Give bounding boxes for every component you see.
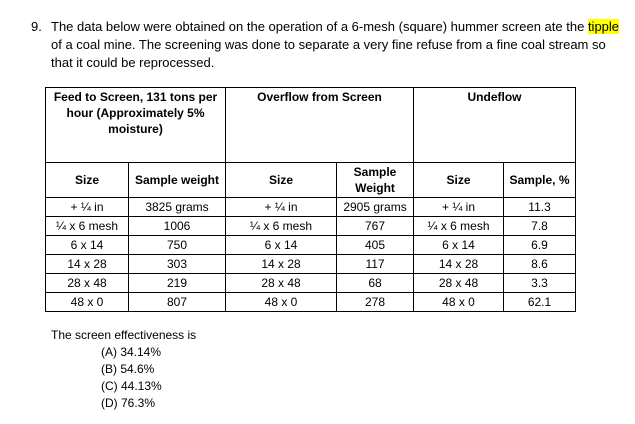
table-cell: 278 [337, 293, 414, 312]
option-d: (D) 76.3% [101, 396, 156, 410]
question-text [51, 18, 621, 72]
question-text-before: The data below were obtained on the operation of a 6-mesh (square) hummer screen ate the [51, 19, 588, 34]
table-row [46, 274, 576, 293]
table-cell: 28 x 48 [414, 274, 504, 293]
answer-prompt: The screen effectiveness is [51, 328, 197, 342]
table-cell: 6 x 14 [46, 236, 129, 255]
question-text-after: of a coal mine. The screening was done to separate a very fine refuse from a fine coal stream so that it could be reprocessed. [51, 37, 606, 70]
question-number: 9. [31, 19, 42, 34]
table-cell: 767 [337, 217, 414, 236]
table-cell: 14 x 28 [226, 255, 337, 274]
table-row [46, 293, 576, 312]
table-row [46, 236, 576, 255]
table-cell: + ¼ in [414, 198, 504, 217]
table-cell: 2905 grams [337, 198, 414, 217]
table-row [46, 198, 576, 217]
table-cell: 28 x 48 [46, 274, 129, 293]
table-cell: 48 x 0 [46, 293, 129, 312]
table-cell: + ¼ in [226, 198, 337, 217]
answer-block [51, 327, 196, 412]
highlighted-word: tipple [587, 19, 620, 34]
table-cell: 750 [129, 236, 226, 255]
table-cell: 8.6 [504, 255, 576, 274]
option-a: (A) 34.14% [101, 345, 162, 359]
table-subheader-row [46, 163, 576, 198]
table-cell: ¼ x 6 mesh [226, 217, 337, 236]
feed-header: Feed to Screen, 131 tons per hour (Approximately 5% moisture) [46, 88, 226, 163]
table-cell: ¼ x 6 mesh [414, 217, 504, 236]
table-cell: 405 [337, 236, 414, 255]
table-cell: ¼ x 6 mesh [46, 217, 129, 236]
option-b: (B) 54.6% [101, 362, 155, 376]
table-cell: 11.3 [504, 198, 576, 217]
table-cell: 28 x 48 [226, 274, 337, 293]
table-row [46, 217, 576, 236]
table-cell: 303 [129, 255, 226, 274]
table-cell: 219 [129, 274, 226, 293]
table-cell: 14 x 28 [46, 255, 129, 274]
table-cell: 62.1 [504, 293, 576, 312]
table-cell: 48 x 0 [414, 293, 504, 312]
table-cell: 3825 grams [129, 198, 226, 217]
option-c: (C) 44.13% [101, 379, 162, 393]
feed-size-header: Size [46, 163, 129, 198]
underflow-header: Undeflow [414, 88, 576, 163]
table-cell: 1006 [129, 217, 226, 236]
table-cell: 6 x 14 [414, 236, 504, 255]
overflow-header: Overflow from Screen [226, 88, 414, 163]
underflow-percent-header: Sample, % [504, 163, 576, 198]
table-cell: 14 x 28 [414, 255, 504, 274]
table-cell: 3.3 [504, 274, 576, 293]
underflow-size-header: Size [414, 163, 504, 198]
table-cell: 807 [129, 293, 226, 312]
table-cell: 68 [337, 274, 414, 293]
table-cell: 48 x 0 [226, 293, 337, 312]
table-cell: + ¼ in [46, 198, 129, 217]
overflow-size-header: Size [226, 163, 337, 198]
table-cell: 6.9 [504, 236, 576, 255]
table-cell: 6 x 14 [226, 236, 337, 255]
feed-weight-header: Sample weight [129, 163, 226, 198]
table-group-header-row [46, 88, 576, 163]
table-row [46, 255, 576, 274]
screen-data-table [45, 87, 576, 312]
overflow-weight-header: Sample Weight [337, 163, 414, 198]
table-cell: 7.8 [504, 217, 576, 236]
table-cell: 117 [337, 255, 414, 274]
